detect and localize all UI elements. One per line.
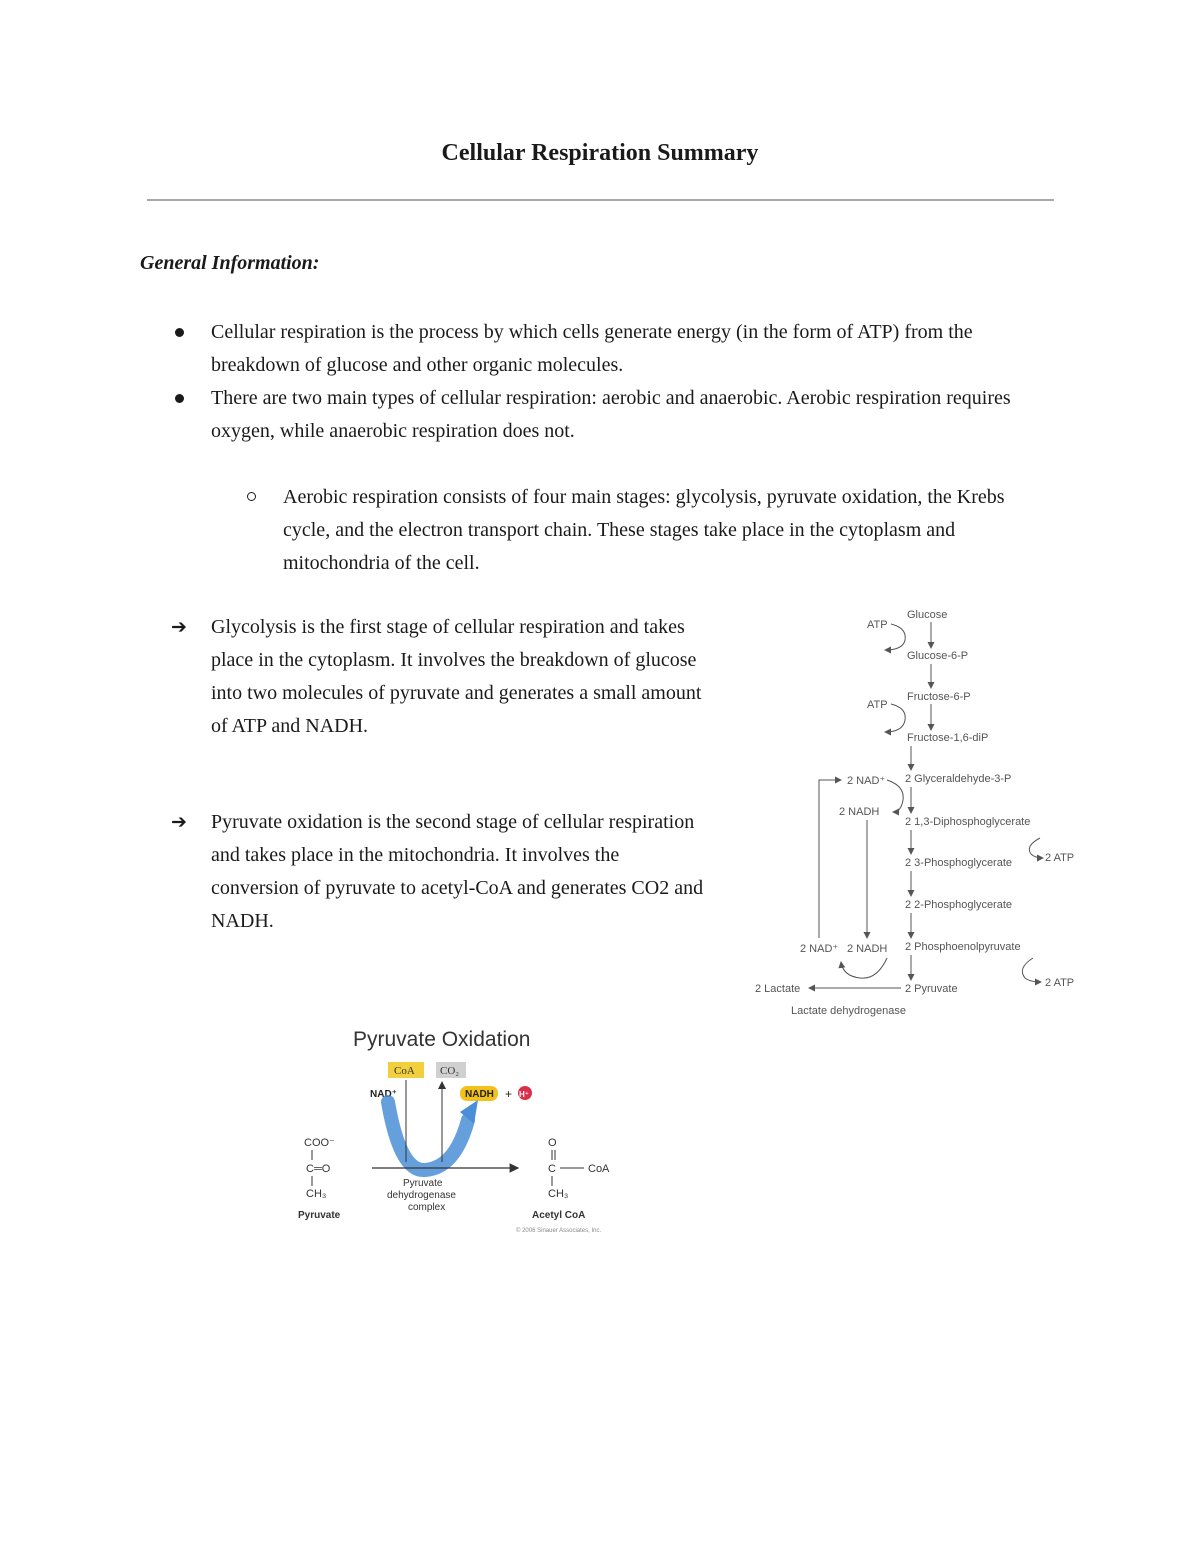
enzyme-label-line3: complex — [408, 1202, 446, 1213]
diphosphoglycerate-label: 2 1,3-Diphosphoglycerate — [905, 816, 1031, 828]
o-label: O — [548, 1137, 557, 1149]
nadh-top-label: 2 NADH — [839, 806, 880, 818]
enzyme-label-line2: dehydrogenase — [387, 1190, 456, 1201]
copyright-credit: © 2006 Sinauer Associates, Inc. — [516, 1228, 602, 1234]
list-item-text: There are two main types of cellular respiration: aerobic and anaerobic. Aerobic respiration requires oxygen, while anaerobic respiration does not. — [211, 387, 1011, 442]
nadh-bottom-label: 2 NADH — [847, 943, 888, 955]
arrow-bullet-icon: ➔ — [171, 811, 187, 833]
atp-label: ATP — [867, 619, 888, 631]
atp-curve-arrow — [885, 624, 905, 650]
atp-label: ATP — [867, 699, 888, 711]
glycolysis-diagram — [745, 598, 1085, 1028]
list-item — [283, 481, 1043, 580]
list-item-text: Pyruvate oxidation is the second stage of cellular respiration and takes place in the mitochondria. It involves the conversion of pyruvate to acetyl-CoA and generates CO2 and NADH. — [211, 811, 704, 932]
list-item-text: Glycolysis is the first stage of cellular respiration and takes place in the cytoplasm. It involves the breakdown of glucose into two molecules of pyruvate and generates a small amount of ATP and NADH. — [211, 616, 702, 737]
nad-top-label: 2 NAD⁺ — [847, 775, 886, 787]
nad-return-arrow — [819, 780, 841, 938]
co2-label: CO₂ — [440, 1065, 460, 1077]
atp-out-curve-arrow — [1029, 838, 1043, 858]
coa-label: CoA — [394, 1065, 415, 1077]
bullet-dot-icon — [175, 328, 184, 337]
atp-curve-arrow — [885, 704, 905, 732]
pyruvate-label: 2 Pyruvate — [905, 983, 958, 995]
c-label: C — [548, 1163, 556, 1175]
atp-out-label: 2 ATP — [1045, 977, 1075, 989]
section-heading: General Information: — [140, 252, 320, 274]
list-item — [211, 382, 1041, 448]
nad-bottom-label: 2 NAD⁺ — [800, 943, 839, 955]
pyruvate-label: Pyruvate — [298, 1210, 341, 1221]
h-ion-label: H⁺ — [519, 1090, 529, 1099]
nad-label: NAD⁺ — [370, 1089, 397, 1100]
glucose-label: Glucose — [907, 609, 948, 621]
list-item-text: Aerobic respiration consists of four main stages: glycolysis, pyruvate oxidation, the Krebs cycle, and the electron transport chain. These stages take place in the cytoplasm and mitochondria of the cell. — [283, 486, 1005, 574]
ch3-right-label: CH₃ — [548, 1188, 569, 1200]
nadh-curve-arrow — [841, 958, 887, 978]
nadh-label: NADH — [465, 1089, 494, 1100]
list-item — [171, 611, 711, 743]
lactate-dehydrogenase-label: Lactate dehydrogenase — [791, 1005, 906, 1017]
list-item — [171, 806, 711, 938]
blue-curve-arrow — [388, 1102, 468, 1170]
coo-label: COO⁻ — [304, 1137, 335, 1149]
acetyl-coa-label: Acetyl CoA — [532, 1210, 586, 1221]
plus-label: + — [505, 1087, 513, 1101]
bullet-dot-icon — [175, 394, 184, 403]
2-phosphoglycerate-label: 2 2-Phosphoglycerate — [905, 899, 1013, 911]
fructose-6-p-label: Fructose-6-P — [907, 691, 971, 703]
glucose-6-p-label: Glucose-6-P — [907, 650, 969, 662]
glyceraldehyde-3-p-label: 2 Glyceraldehyde-3-P — [905, 773, 1012, 785]
diagram-title: Pyruvate Oxidation — [353, 1028, 531, 1051]
bullet-circle-icon — [247, 492, 256, 501]
atp-out-curve-arrow — [1022, 958, 1041, 982]
coa-right-label: CoA — [588, 1163, 610, 1175]
ch3-label: CH₃ — [306, 1188, 327, 1200]
fructose-1-6-dip-label: Fructose-1,6-diP — [907, 732, 989, 744]
nad-curve-arrow — [887, 780, 903, 812]
pyruvate-oxidation-diagram — [290, 1022, 620, 1237]
title-divider — [147, 199, 1054, 201]
enzyme-label-line1: Pyruvate — [403, 1178, 443, 1189]
list-item-text: Cellular respiration is the process by which cells generate energy (in the form of ATP) from the breakdown of glucose and other organic molecules. — [211, 321, 973, 376]
lactate-label: 2 Lactate — [755, 983, 801, 995]
3-phosphoglycerate-label: 2 3-Phosphoglycerate — [905, 857, 1013, 869]
atp-out-label: 2 ATP — [1045, 852, 1075, 864]
phosphoenolpyruvate-label: 2 Phosphoenolpyruvate — [905, 941, 1021, 953]
list-item — [211, 316, 1041, 382]
c-o-label: C═O — [306, 1163, 331, 1175]
arrow-bullet-icon: ➔ — [171, 616, 187, 638]
page-title: Cellular Respiration Summary — [441, 140, 759, 166]
